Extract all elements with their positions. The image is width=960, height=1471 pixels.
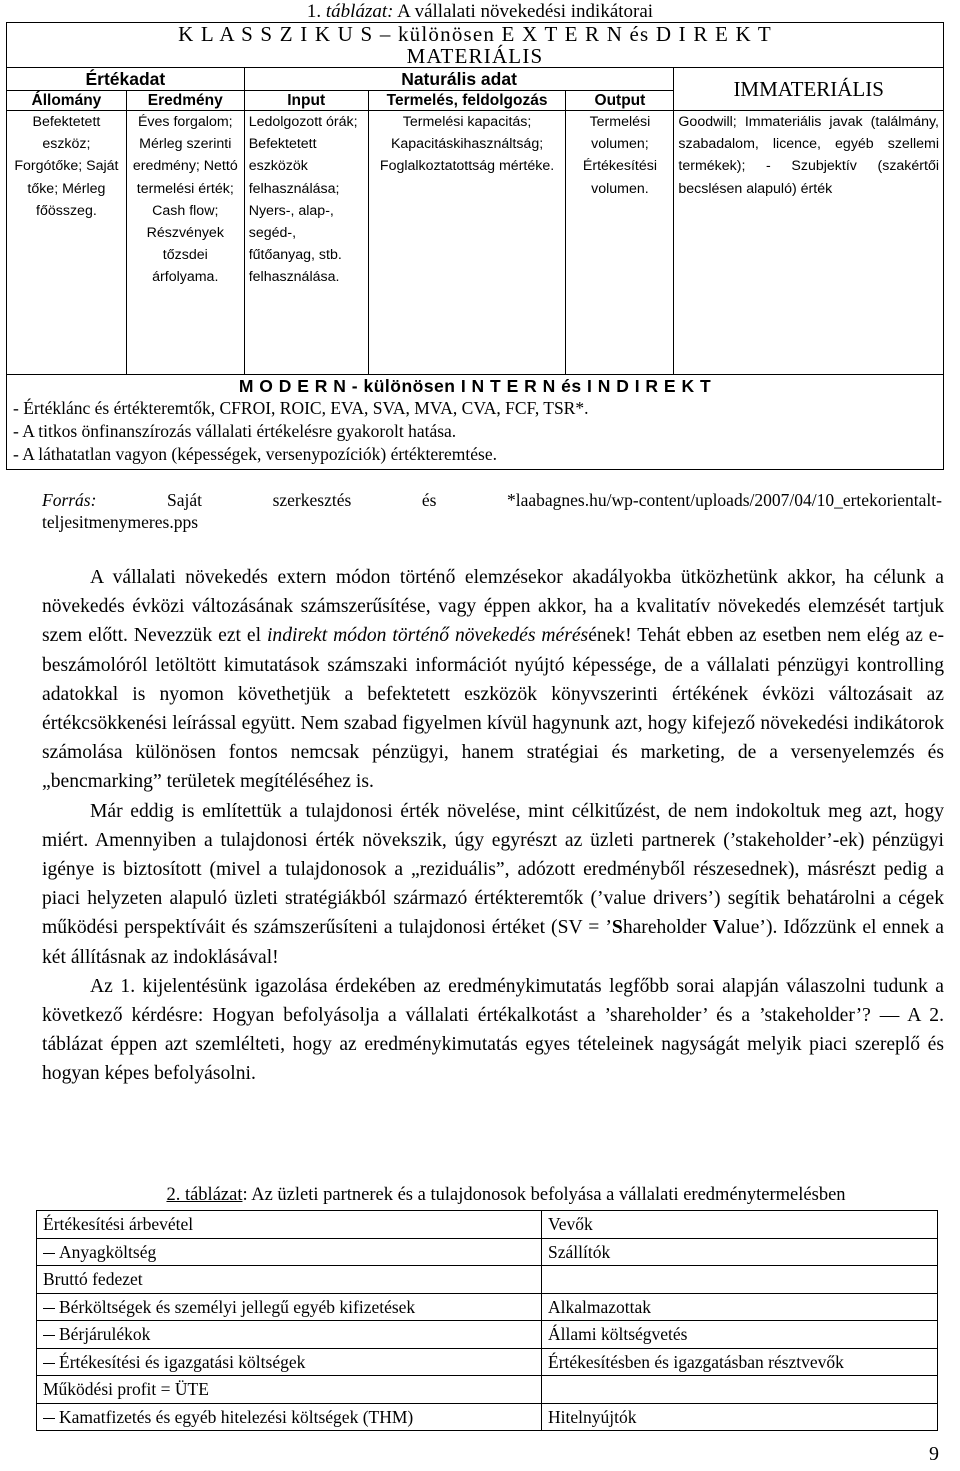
- paragraph-3: Az 1. kijelentésünk igazolása érdekében az eredménykimutatás legfőbb sorai alapján válaszolni tudunk a következő kérdésre: Hogyan befolyásolja a vállalati értékalkotást a ’shareholder’ és a ’stakeholder’? — A 2. táblázat éppen azt szemlélteti, hogy az eredménykimutatás egyes tételeinek nagyságát melyik piaci szereplő és hogyan képes befolyásolni.: [42, 975, 944, 1085]
- income-item-label: Bérjárulékok: [59, 1324, 151, 1344]
- col-header-input: Input: [244, 91, 368, 111]
- market-actor: Állami költségvetés: [542, 1321, 938, 1349]
- income-item: [37, 1403, 542, 1431]
- natural-data-header: Naturális adat: [244, 68, 674, 91]
- body-text: [42, 563, 944, 1089]
- minus-dash: [43, 1308, 55, 1309]
- minus-dash: [43, 1335, 55, 1336]
- source-word: szerkesztés: [272, 490, 352, 510]
- cell-immaterial: Goodwill; Immateriális javak (találmány, szabadalom, licence, egyéb szellemi termékek); - Szubjektív (szakértői becslésen alapuló) érték: [674, 111, 944, 375]
- income-item-label: Értékesítési és igazgatási költségek: [59, 1351, 306, 1372]
- table2-caption: [76, 1185, 936, 1206]
- cell-output: Termelési volumen; Értékesítési volumen.: [566, 111, 674, 375]
- minus-dash: [43, 1253, 55, 1254]
- income-item: [37, 1293, 542, 1321]
- table-row: [37, 1376, 938, 1404]
- modern-header: M O D E R N - különösen I N T E R N és I N D I R E K T: [238, 376, 712, 396]
- market-actor: Alkalmazottak: [542, 1293, 938, 1321]
- caption-label: táblázat:: [325, 1, 394, 22]
- income-item-label: Anyagköltség: [59, 1241, 157, 1262]
- source-word: Saját: [167, 490, 203, 510]
- income-item: [37, 1266, 542, 1294]
- source-note: [42, 489, 942, 533]
- market-actor: Vevők: [542, 1211, 938, 1239]
- text-run: ének! Tehát ebben az esetben nem elég az e-beszámolóról letöltött kimutatások számszaki információt nyújtó képessége, de a vállalati pénzügyi kontrolling adatokkal is nyomon követhetjük a befektetett eszközök könyvszerinti értékének évközi változásait az értékcsökkenési leírással együtt. Nem szabad figyelmen kívül hagynunk azt, hogy kifejező növekedési indikátorok számolása különösen fontos nemcsak pénzügyi, hanem stratégiai és marketing, de a versenyelemzés és „bencmarking” területek megítéléséhez is.: [42, 625, 944, 793]
- table-row: [37, 1266, 938, 1294]
- bold-run: V: [712, 917, 727, 939]
- income-item: [37, 1348, 542, 1376]
- value-data-header: Értékadat: [7, 68, 245, 91]
- market-actor: [542, 1376, 938, 1404]
- market-actor: [542, 1266, 938, 1294]
- caption-text: A vállalati növekedési indikátorai: [397, 1, 654, 22]
- bold-run: S: [611, 917, 623, 939]
- paragraph-1: [42, 563, 944, 797]
- source-word: és: [421, 490, 437, 510]
- text-run: Már eddig is említettük a tulajdonosi érték növelése, mint célkitűzést, de nem indokoltuk meg azt, hogy miért. Amennyiben a tulajdonosi érték növekszik, úgy egyrészt az üzleti partnerek (’stakeholder’-ek) pénzügyi igénye is biztosított (mivel a tulajdonosok a „reziduális”, adózott eredményből részesednek), másrészt pedig a piaci helyzeten alapuló üzleti stratégiákból származó értékteremtők (’value drivers’) segítik behatárolni a cégek működési perspektíváit és számszerűsíteni a tulajdonosi értéket (SV = ’: [42, 800, 944, 939]
- cell-production: Termelési kapacitás; Kapacitáskihasználtság; Foglalkoztatottság mértéke.: [368, 111, 566, 375]
- table-row: [37, 1238, 938, 1266]
- modern-section: [7, 375, 944, 470]
- table-row: [37, 1403, 938, 1431]
- col-header-stock: Állomány: [7, 91, 127, 111]
- italic-run: indirekt módon történő növekedés mérés: [266, 625, 589, 647]
- table-row: [37, 1293, 938, 1321]
- classic-header-line1: K L A S S Z I K U S – különösen E X T E R N és D I R E K T: [178, 22, 772, 46]
- table-row: [37, 1211, 938, 1239]
- market-actor: Szállítók: [542, 1238, 938, 1266]
- cell-input: Ledolgozott órák; Befektetett eszközök felhasználása; Nyers-, alap-, segéd-, fűtőanyag, stb. felhasználása.: [244, 111, 368, 375]
- income-item-label: Bruttó fedezet: [43, 1269, 143, 1289]
- modern-item: - Értéklánc és értékteremtők, CFROI, ROIC, EVA, SVA, MVA, CVA, FCF, TSR*.: [13, 398, 589, 418]
- source-url: *laabagnes.hu/wp-content/uploads/2007/04/10_ertekorientalt-: [507, 490, 942, 510]
- col-header-production: Termelés, feldolgozás: [368, 91, 566, 111]
- paragraph-2: [42, 797, 944, 972]
- text-run: alue’). Időzzünk el ennek a két állításnak az indoklásával!: [42, 917, 945, 968]
- source-url-cont: teljesitmenymeres.pps: [42, 512, 199, 532]
- page-number: 9: [929, 1443, 939, 1465]
- income-item: [37, 1211, 542, 1239]
- modern-item: - A titkos önfinanszírozás vállalati értékelésre gyakorolt hatása.: [13, 421, 457, 442]
- table-row: [37, 1348, 938, 1376]
- classic-header: [7, 23, 944, 68]
- market-actor: Értékesítésben és igazgatásban résztvevők: [542, 1348, 938, 1376]
- income-item-label: Működési profit = ÜTE: [43, 1379, 209, 1399]
- source-label: Forrás:: [42, 490, 97, 510]
- modern-item: - A láthatatlan vagyon (képességek, versenypozíciók) értékteremtése.: [13, 444, 497, 465]
- growth-indicators-table: [6, 22, 944, 470]
- text-run: A vállalati növekedés extern módon történő elemzésekor akadályokba ütközhetünk akkor, ha célunk a növekedés évközi változásának számszerűsítése, vagy éppen akkor, ha a kvalitatív növekedés elemzését tartjuk szem előtt. Nevezzük ezt el: [42, 567, 944, 647]
- table1-caption: [0, 1, 960, 23]
- minus-dash: [43, 1418, 55, 1419]
- text-run: hareholder: [622, 917, 713, 939]
- cell-stock: Befektetett eszköz; Forgótőke; Saját tőke; Mérleg főösszeg.: [7, 111, 127, 375]
- caption-text: : Az üzleti partnerek és a tulajdonosok befolyása a vállalati eredménytermelésben: [242, 1185, 846, 1205]
- income-item-label: Értékesítési árbevétel: [43, 1214, 194, 1234]
- market-actor: Hitelnyújtók: [542, 1403, 938, 1431]
- caption-number: 1.: [306, 1, 322, 22]
- immaterial-header: IMMATERIÁLIS: [674, 68, 944, 111]
- income-item: [37, 1321, 542, 1349]
- minus-dash: [43, 1363, 55, 1364]
- classic-header-line2: MATERIÁLIS: [406, 44, 544, 68]
- income-item: [37, 1376, 542, 1404]
- income-item: [37, 1238, 542, 1266]
- col-header-output: Output: [566, 91, 674, 111]
- table-row: [37, 1321, 938, 1349]
- cell-result: Éves forgalom; Mérleg szerinti eredmény; Nettó termelési érték; Cash flow; Részvények tőzsdei árfolyama.: [126, 111, 244, 375]
- caption-label: 2. táblázat: [166, 1185, 243, 1205]
- income-item-label: Kamatfizetés és egyéb hitelezési költségek (THM): [59, 1406, 414, 1427]
- stakeholder-table: [36, 1210, 938, 1431]
- col-header-result: Eredmény: [126, 91, 244, 111]
- income-item-label: Bérköltségek és személyi jellegű egyéb kifizetések: [59, 1296, 416, 1317]
